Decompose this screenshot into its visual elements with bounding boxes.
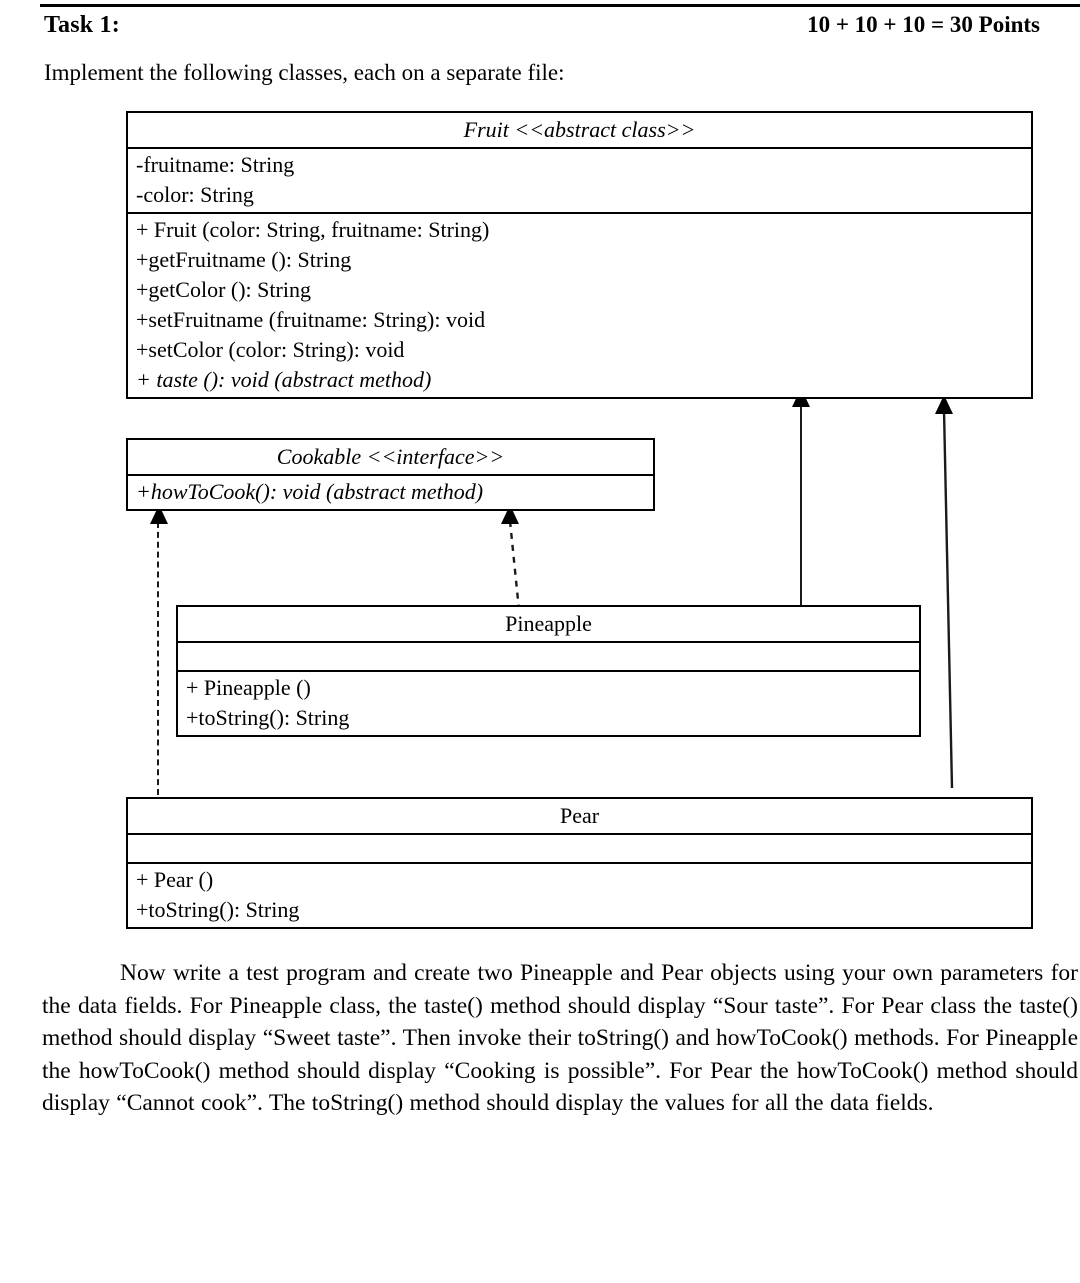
method-row-abstract: +howToCook(): void (abstract method)	[136, 479, 484, 504]
class-title-cookable: Cookable <<interface>>	[276, 444, 505, 469]
inheritance-line-pear-fruit	[920, 410, 980, 790]
class-methods-fruit	[128, 212, 1031, 397]
class-attributes-pear	[128, 833, 1031, 862]
realization-line-pear-cookable	[157, 522, 159, 795]
method-row: +toString(): String	[136, 897, 300, 922]
points-label: 10 + 10 + 10 = 30 Points	[807, 12, 1040, 37]
method-row: + Pineapple ()	[186, 675, 311, 700]
header-divider	[40, 4, 1080, 7]
class-box-fruit	[126, 111, 1033, 399]
class-box-pear	[126, 797, 1033, 929]
realization-line-pineapple-cookable	[490, 521, 530, 611]
class-methods-cookable	[128, 474, 653, 509]
inheritance-line-pineapple-fruit	[800, 404, 802, 607]
class-methods-pineapple	[178, 670, 919, 735]
class-title-fruit: Fruit <<abstract class>>	[463, 117, 696, 142]
method-row: + Fruit (color: String, fruitname: String)	[136, 217, 490, 242]
class-box-pineapple	[176, 605, 921, 737]
class-methods-pear	[128, 862, 1031, 927]
class-title-pineapple: Pineapple	[505, 611, 592, 636]
attribute-row: -fruitname: String	[136, 152, 295, 177]
page-title: Task 1:	[44, 12, 120, 38]
method-row: + Pear ()	[136, 867, 214, 892]
class-attributes-fruit	[128, 147, 1031, 212]
method-row: +toString(): String	[186, 705, 350, 730]
class-title-pear: Pear	[559, 803, 600, 828]
method-row: +setColor (color: String): void	[136, 337, 405, 362]
class-box-cookable	[126, 438, 655, 511]
method-row-abstract: + taste (): void (abstract method)	[136, 367, 432, 392]
task-description-paragraph: Now write a test program and create two Pineapple and Pear objects using your own parameters for the data fields. For Pineapple class, the taste() method should display “Sour taste”. For Pear class the taste() method should display “Sweet taste”. Then invoke their toString() and howToCook() methods. For Pineapple the howToCook() method should display “Cooking is possible”. For Pear the howToCook() method should display “Cannot cook”. The toString() method should display the values for all the data fields.	[42, 960, 1078, 1116]
method-row: +getFruitname (): String	[136, 247, 352, 272]
instruction-text: Implement the following classes, each on a separate file:	[44, 60, 565, 85]
method-row: +setFruitname (fruitname: String): void	[136, 307, 486, 332]
attribute-row: -color: String	[136, 182, 254, 207]
method-row: +getColor (): String	[136, 277, 311, 302]
class-attributes-pineapple	[178, 641, 919, 670]
